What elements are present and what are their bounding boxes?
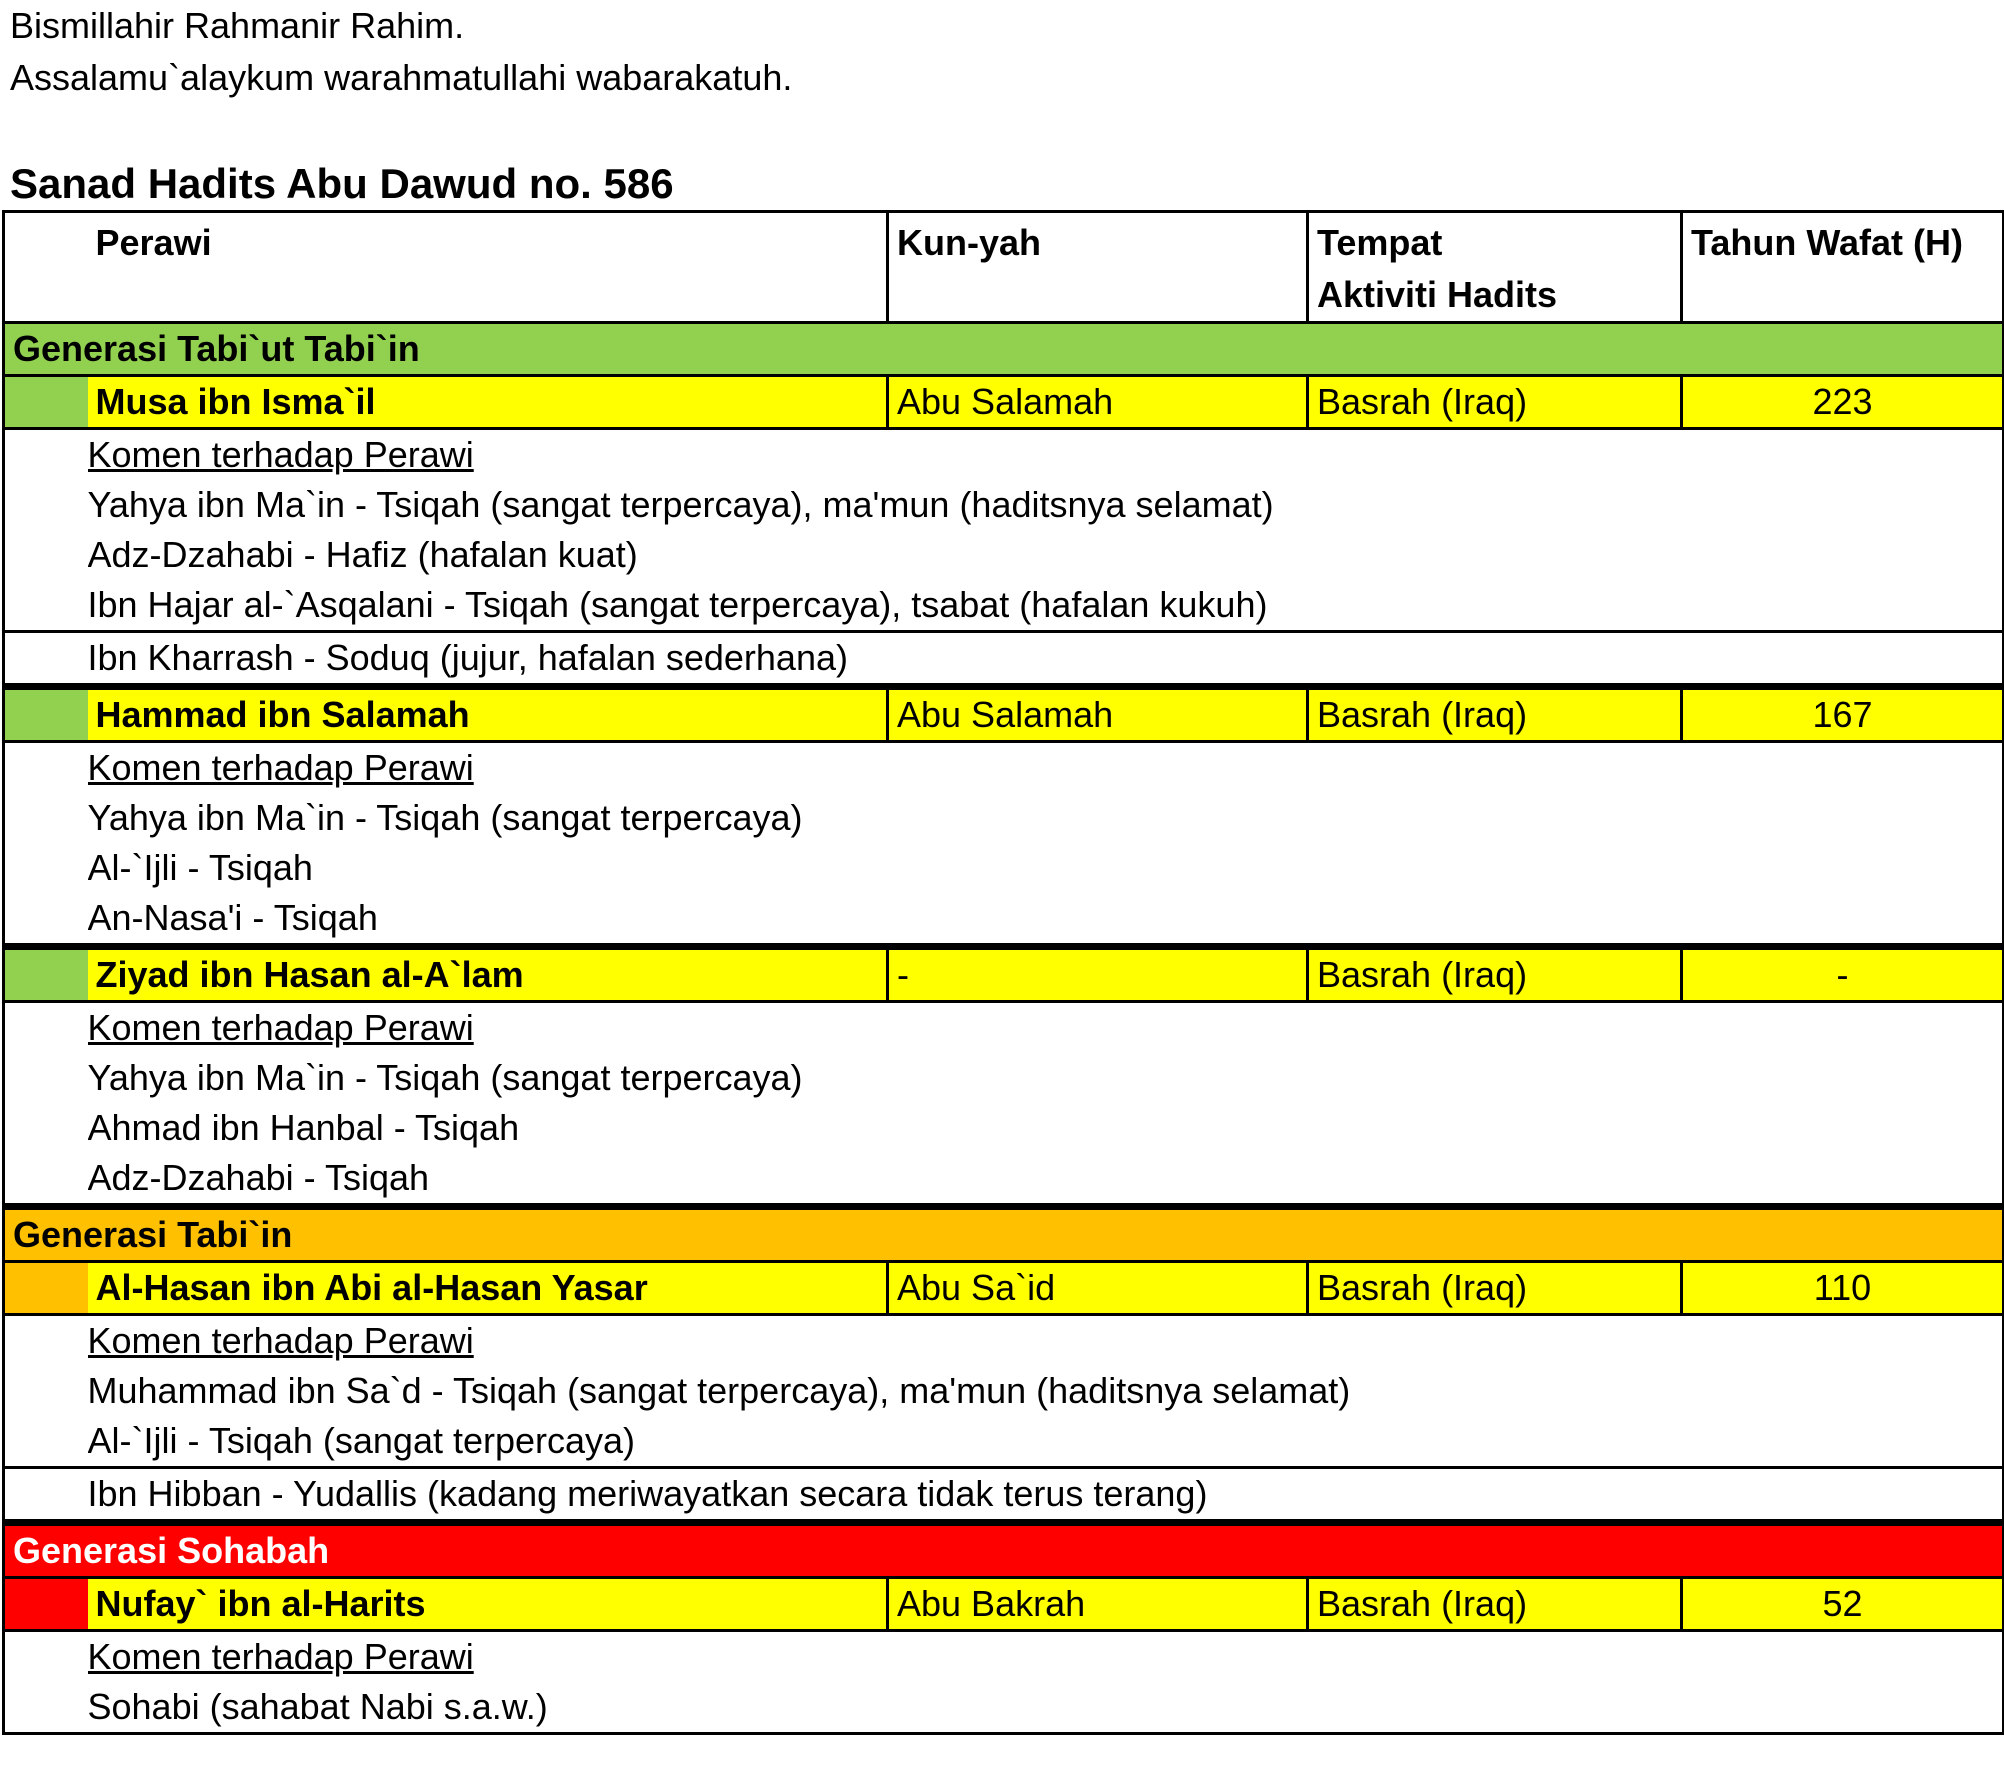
narrator-tempat: Basrah (Iraq)	[1308, 947, 1682, 1002]
narrator-wafat: 167	[1682, 687, 2004, 742]
generation-marker	[4, 947, 88, 1002]
generation-label: Generasi Tabi`ut Tabi`in	[4, 323, 2004, 376]
narrator-row	[4, 1262, 2004, 1315]
comment-text: Yahya ibn Ma`in - Tsiqah (sangat terpercaya), ma'mun (haditsnya selamat)	[87, 484, 1274, 525]
narrator-row	[4, 687, 2004, 742]
sanad-table	[2, 210, 2004, 1735]
narrator-tempat: Basrah (Iraq)	[1308, 1578, 1682, 1631]
generation-marker	[4, 376, 88, 429]
comment-row	[4, 1468, 2004, 1523]
comment-heading: Komen terhadap Perawi	[87, 1007, 474, 1048]
narrator-wafat: 110	[1682, 1262, 2004, 1315]
narrator-kunyah: Abu Sa`id	[888, 1262, 1308, 1315]
narrator-row	[4, 376, 2004, 429]
generation-marker	[4, 687, 88, 742]
header-tahun: Tahun Wafat (H)	[1682, 212, 2004, 323]
comment-heading-row	[4, 1002, 2004, 1054]
header-perawi: Perawi	[88, 212, 888, 323]
comment-row	[4, 632, 2004, 687]
narrator-wafat: 52	[1682, 1578, 2004, 1631]
comment-heading-row	[4, 1315, 2004, 1367]
comment-text: Ahmad ibn Hanbal - Tsiqah	[87, 1107, 520, 1148]
comment-row	[4, 1153, 2004, 1207]
comment-row	[4, 893, 2004, 947]
comment-row	[4, 480, 2004, 530]
narrator-kunyah: Abu Salamah	[888, 376, 1308, 429]
narrator-kunyah: Abu Salamah	[888, 687, 1308, 742]
narrator-tempat: Basrah (Iraq)	[1308, 1262, 1682, 1315]
comment-text: Al-`Ijli - Tsiqah (sangat terpercaya)	[88, 1416, 2004, 1468]
generation-marker	[4, 1578, 88, 1631]
comment-text: Ibn Kharrash - Soduq (jujur, hafalan sederhana)	[88, 632, 2004, 687]
generation-row	[4, 1523, 2004, 1578]
comment-heading: Komen terhadap Perawi	[87, 747, 474, 788]
narrator-name: Al-Hasan ibn Abi al-Hasan Yasar	[88, 1262, 888, 1315]
salutation-line: Assalamu`alaykum warahmatullahi wabarakatuh.	[10, 57, 793, 98]
comment-row	[4, 1416, 2004, 1468]
comment-text: Muhammad ibn Sa`d - Tsiqah (sangat terpercaya), ma'mun (haditsnya selamat)	[87, 1370, 1351, 1411]
comment-heading: Komen terhadap Perawi	[87, 1320, 474, 1361]
generation-label: Generasi Sohabah	[4, 1523, 2004, 1578]
generation-row	[4, 323, 2004, 376]
comment-text: Yahya ibn Ma`in - Tsiqah (sangat terpercaya)	[87, 1057, 803, 1098]
comment-row	[4, 1682, 2004, 1734]
greeting-line: Bismillahir Rahmanir Rahim.	[10, 5, 465, 46]
narrator-name: Musa ibn Isma`il	[88, 376, 888, 429]
header-spacer	[4, 212, 88, 323]
header-tempat-line1: Tempat	[1317, 222, 1443, 263]
comment-text: Adz-Dzahabi - Tsiqah	[88, 1153, 2004, 1207]
comment-text: An-Nasa'i - Tsiqah	[88, 893, 2004, 947]
comment-text: Al-`Ijli - Tsiqah	[87, 847, 313, 888]
comment-text: Yahya ibn Ma`in - Tsiqah (sangat terpercaya)	[87, 797, 803, 838]
comment-text: Adz-Dzahabi - Hafiz (hafalan kuat)	[87, 534, 638, 575]
comment-text: Sohabi (sahabat Nabi s.a.w.)	[87, 1686, 548, 1727]
comment-row	[4, 1053, 2004, 1103]
comment-row	[4, 1103, 2004, 1153]
comment-heading-row	[4, 1631, 2004, 1683]
comment-row	[4, 580, 2004, 632]
comment-row	[4, 1366, 2004, 1416]
header-tempat	[1308, 212, 1682, 323]
narrator-row	[4, 1578, 2004, 1631]
comment-heading-row	[4, 429, 2004, 481]
generation-marker	[4, 1262, 88, 1315]
narrator-wafat: -	[1682, 947, 2004, 1002]
header-tempat-line2: Aktiviti Hadits	[1317, 274, 1558, 315]
narrator-wafat: 223	[1682, 376, 2004, 429]
header-kunyah: Kun-yah	[888, 212, 1308, 323]
comment-heading-row	[4, 742, 2004, 794]
comment-row	[4, 530, 2004, 580]
page-title: Sanad Hadits Abu Dawud no. 586	[10, 160, 674, 207]
comment-row	[4, 793, 2004, 843]
narrator-kunyah: -	[888, 947, 1308, 1002]
table-header-row	[4, 212, 2004, 323]
comment-heading: Komen terhadap Perawi	[87, 434, 474, 475]
narrator-kunyah: Abu Bakrah	[888, 1578, 1308, 1631]
narrator-tempat: Basrah (Iraq)	[1308, 687, 1682, 742]
generation-row	[4, 1207, 2004, 1262]
narrator-name: Hammad ibn Salamah	[88, 687, 888, 742]
narrator-row	[4, 947, 2004, 1002]
comment-heading: Komen terhadap Perawi	[87, 1636, 474, 1677]
comment-row	[4, 843, 2004, 893]
narrator-name: Nufay` ibn al-Harits	[88, 1578, 888, 1631]
generation-label: Generasi Tabi`in	[4, 1207, 2004, 1262]
narrator-name: Ziyad ibn Hasan al-A`lam	[88, 947, 888, 1002]
comment-text: Ibn Hibban - Yudallis (kadang meriwayatkan secara tidak terus terang)	[88, 1468, 2004, 1523]
narrator-tempat: Basrah (Iraq)	[1308, 376, 1682, 429]
comment-text: Ibn Hajar al-`Asqalani - Tsiqah (sangat terpercaya), tsabat (hafalan kukuh)	[88, 580, 2004, 632]
